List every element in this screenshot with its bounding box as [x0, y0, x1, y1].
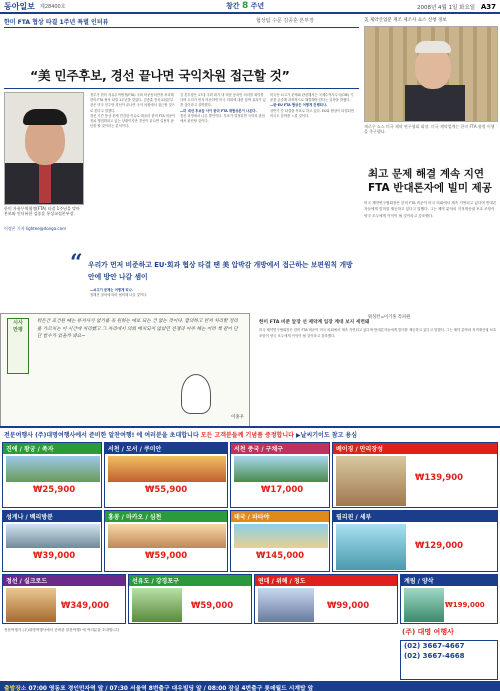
- editorial-cartoon: [0, 313, 250, 428]
- tour-photo: [6, 524, 100, 548]
- tour-photo: [258, 588, 314, 622]
- tour-price: ₩99,000: [327, 601, 370, 611]
- qa-question: ―미 대선 후보들 사이 한미 FTA 재협상론이 나온다.: [180, 108, 257, 113]
- sidebar-headline: 최고 문제 해결 계속 지연 FTA 반대론자에 빌미 제공: [368, 168, 492, 194]
- body-paragraph: 미국산 쇠고기 문제와 관련해서는 국제수역사무국(OIE) 기준을 존중해 과학적으로 해결해야 한다는 입장을 밝혔다.: [270, 93, 354, 103]
- photo-credit: 이정은 기자 lightee@donga.com: [4, 226, 66, 231]
- tour-title: 태국 / 파타야: [231, 511, 329, 522]
- tour-title: 필리핀 / 세부: [333, 511, 497, 522]
- tour-price: ₩139,900: [415, 473, 464, 483]
- tour-price: ₩55,900: [145, 485, 188, 495]
- hair-shape: [23, 109, 67, 125]
- tour-price: ₩25,900: [33, 485, 76, 495]
- tour-price: ₩199,000: [445, 601, 485, 609]
- sidebar-photo: [364, 26, 498, 122]
- tour-package[interactable]: [104, 442, 228, 508]
- anniversary-suffix: 주년: [250, 2, 265, 10]
- issue-date: 2008년 4월 1일 화요일: [416, 5, 476, 11]
- tour-photo: [108, 524, 226, 548]
- suit-shape: [405, 85, 465, 122]
- page-number: A37: [480, 3, 496, 11]
- tour-title: 베이징 / 만리장성: [333, 443, 497, 454]
- tour-title: 홍콩 / 마카오 / 심천: [105, 511, 227, 522]
- qa-answer: 경선 과정에서 나온 발언이다. 후보가 결정되면 국익의 관점에서 판단할 것이다.: [180, 113, 265, 124]
- ad-banner-right: ▶날씨기이도 참고 용심: [296, 432, 358, 439]
- departure-info-bar: [0, 681, 500, 691]
- tour-photo: [234, 524, 328, 548]
- tour-photo: [336, 524, 406, 570]
- pull-quote: 우리가 먼저 비준하고 EU·회과 협상 타결 땐 美 압박감 개방에서 접근하는 보편원칙 개방안에 방안 나갈 셈이: [88, 261, 353, 281]
- travel-agency-brand: (주) 대명 여행사: [402, 628, 454, 636]
- dateline: [417, 3, 496, 11]
- article-column-3: [270, 93, 356, 253]
- tour-package[interactable]: [2, 510, 102, 572]
- tour-title: 성게나 / 백리방분: [3, 511, 101, 522]
- ad-banner-highlight: 모든 고객분들께 기념품 증정합니다: [200, 432, 294, 439]
- departure-label: 출발장소: [4, 686, 27, 691]
- series-title: 한미 FTA 협상 타결 1주년 특별 인터뷰: [4, 19, 109, 26]
- tour-package[interactable]: [128, 574, 252, 624]
- tour-title: 계림 / 양삭: [401, 575, 497, 586]
- article-column-4: [90, 288, 176, 312]
- phone-number[interactable]: (02) 3667-4667: [404, 642, 465, 650]
- tour-package[interactable]: [104, 510, 228, 572]
- body-paragraph: 정부가 한미 자유무역협정(FTA) 국회 비준동의안을 처리해 한미 FTA 협상 타결 1주년을 맞았다. 김종훈 통상교섭본부장은 미국 민주당 경선이 끝나면 국익 차원에서 접근할 것으로 본다고 말했다.: [90, 93, 175, 113]
- tour-price: ₩349,000: [61, 601, 110, 611]
- sidebar-caption: 제로우 쇼스 미국 제약 연구협회 회장. 미국 제약업계는 한미 FTA 협정 이행을 촉구했다.: [364, 124, 495, 134]
- tie-shape: [39, 163, 51, 203]
- tour-price: ₩129,000: [415, 541, 464, 551]
- sidebar-byline: 워싱턴=이기홍 특파원: [368, 315, 411, 320]
- cartoon-badge: [7, 318, 29, 374]
- tour-package[interactable]: [332, 442, 498, 508]
- sidebar-subhead: 한미 FTA 비준 앞장 선 제약계 입장 계대 보지 세련돼: [259, 320, 370, 325]
- tour-package[interactable]: [2, 574, 126, 624]
- departure-info: 07:00 영동포 경인민자역 앞 / 07:30 서울역 8번출구 대우빌딩 앞 / 08:00 잠실 4번출구 롯데월드 시계탑 앞: [28, 686, 314, 691]
- ad-banner-text: 전문여행사 (주)대명여행사에서 준비한 알찬여행! 에 여러분을 초대합니다: [4, 432, 199, 439]
- tour-photo: [6, 456, 100, 482]
- tour-price: ₩39,000: [33, 551, 76, 561]
- article-column-1: [90, 93, 176, 253]
- ad-top-banner: [0, 428, 500, 440]
- cartoon-badge-line: 시사: [13, 320, 23, 326]
- tour-price: ₩59,000: [191, 601, 234, 611]
- qa-question: ―쇠고기 문제는 어떻게 되나.: [90, 288, 134, 292]
- tour-price: ₩17,000: [261, 485, 304, 495]
- tour-package[interactable]: [230, 442, 330, 508]
- cartoon-badge-line: 만평: [13, 327, 23, 333]
- photo-caption: 한미 자유무역협정(FTA) 타결 1주년을 맞아 본보와 인터뷰한 김종훈 통상교섭본부장.: [4, 206, 80, 216]
- hair-shape: [415, 41, 451, 53]
- edition-number: 제28400호: [40, 4, 66, 10]
- tour-package[interactable]: [400, 574, 498, 624]
- tour-title: 정선 / 실크로드: [3, 575, 125, 586]
- cartoon-text: 뭐든간 조건된 때는 뮤지사가 없기를 꼭 원하는 대로 되는 건 없는 것이다. 합의하고 먼저 처리할 정리를 가르치는 이 시간에 처리했고 그 자리에서 의회 배치되지 않았던 전쟁과 아주 해는 어려 책 같이 단단 함수가 있을까 봐요~: [37, 319, 238, 340]
- ad-fine-print: 전문여행사 (주)대명여행사에서 준비한 알찬여행! 에 여러분을 초대합니다: [4, 628, 120, 632]
- tour-photo: [132, 588, 182, 622]
- tour-package[interactable]: [254, 574, 398, 624]
- anniversary-prefix: 창간: [226, 2, 240, 10]
- qa-question: ―한-EU FTA 협상은 어떻게 진행되나.: [270, 103, 328, 108]
- newspaper-logo: 동아일보: [4, 1, 35, 11]
- article-column-2: [180, 93, 266, 253]
- interviewee-photo: [4, 92, 84, 205]
- travel-advertisement: [0, 426, 500, 691]
- anniversary-mark: [226, 1, 264, 11]
- body-paragraph: 김 본부장은 17대 국회 회기 내 비준 동의안 처리를 희망한다며 우리가 먼저 비준하면 미국 의회에 대한 압박 효과가 있을 것이라고 설명했다.: [180, 93, 266, 108]
- tour-photo: [234, 456, 328, 482]
- sidebar-tag: 美 제약산업분 계조 제조사 쇼스 신청 경보: [364, 18, 447, 23]
- phone-contact[interactable]: [400, 640, 498, 680]
- main-headline: “美 민주후보, 경선 끝나면 국익차원 접근할 것”: [30, 68, 290, 83]
- sidebar-body: 미국 제약연구협회장은 한미 FTA 비준이 미국 의회에서 계속 지연되고 있다며 반대론자들에게 빌미를 제공하고 있다고 말했다. 그는 제약 분야의 지적재산권 보호 조항이 양국 모두에게 이익이 될 것이라고 강조했다.: [364, 201, 497, 218]
- tour-photo: [108, 456, 226, 482]
- tour-package[interactable]: [230, 510, 330, 572]
- cartoon-signature: 이홍우: [231, 415, 245, 420]
- body-paragraph: 경선 기간 통상 문제 민감한 이슈로 떠올라 한미 FTA 비준이 정치 쟁점화되고 있는 상황이지만 경선이 끝나면 실용적 판단을 할 것이라는 분석이다.: [90, 113, 176, 129]
- phone-number[interactable]: (02) 3667-4668: [404, 652, 465, 660]
- sidebar-body-continued: 미국 제약연구협회장은 한미 FTA 비준이 미국 의회에서 계속 지연되고 있다며 반대론자들에게 빌미를 제공하고 있다고 말했다. 그는 제약 분야의 지적재산권 보호 조항이 양국 모두에게 이익이 될 것이라고 강조했다.: [259, 328, 497, 338]
- tour-photo: [336, 456, 406, 506]
- tour-title: 선유도 / 강경포구: [129, 575, 251, 586]
- tour-photo: [404, 588, 444, 622]
- tour-title: 연대 / 위해 / 청도: [255, 575, 397, 586]
- tour-package[interactable]: [2, 442, 102, 508]
- qa-answer: 정해진 절차에 따라 협의해 나갈 것이다.: [90, 293, 148, 298]
- tour-price: ₩145,000: [256, 551, 305, 561]
- tour-title: 서천 중국 / 구채구: [231, 443, 329, 454]
- masthead: [0, 0, 500, 14]
- tour-price: ₩59,000: [145, 551, 188, 561]
- divider: [4, 27, 359, 28]
- tour-title: 서천 / 모서 / 쿠미안: [105, 443, 227, 454]
- anniversary-number: 8: [241, 1, 249, 11]
- qa-answer: 상반기 중 타결을 목표로 하고 있다. EU와 협상이 타결되면 미국도 압박을 느낄 것이다.: [270, 108, 354, 118]
- tour-title: 진에 / 왕궁 / 족자: [3, 443, 101, 454]
- divider: [4, 88, 359, 89]
- tour-photo: [6, 588, 56, 622]
- cartoon-figure: [181, 374, 211, 414]
- tour-package[interactable]: [332, 510, 498, 572]
- quote-mark-icon: “: [70, 250, 83, 276]
- interviewer-line: 협상팀 수문 김종훈 본부장: [256, 18, 314, 24]
